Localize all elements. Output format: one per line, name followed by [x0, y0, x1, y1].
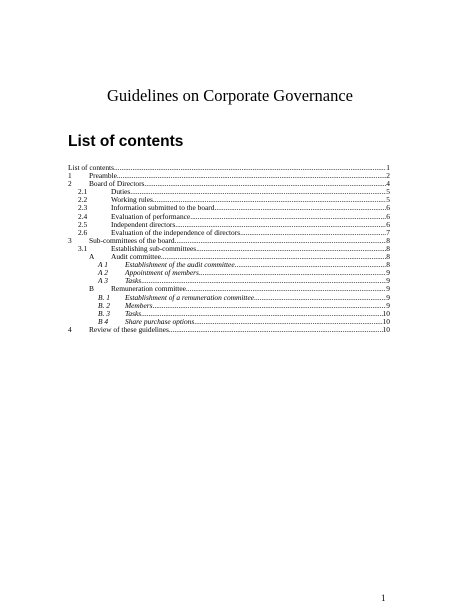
toc-heading: List of contents: [68, 133, 184, 150]
toc-entry-page: 8: [386, 260, 390, 270]
toc-entry-page: 2: [386, 171, 390, 181]
toc-dot-leader: [175, 237, 387, 245]
toc-entry-page: 4: [386, 179, 390, 189]
toc-entry-number: 3: [68, 235, 72, 245]
toc-entry-number: 2.1: [78, 187, 88, 197]
toc-entry-label: Audit committee: [111, 252, 161, 262]
toc-entry-page: 10: [382, 324, 390, 334]
toc-entry-label: Establishing sub-committees: [111, 243, 197, 253]
toc-entry-page: 6: [386, 219, 390, 229]
toc-entry-page: 10: [382, 316, 390, 326]
toc-entry-number: B 4: [98, 316, 109, 326]
toc-entry-number: 4: [68, 324, 72, 334]
toc-entry-number: 2.3: [78, 203, 88, 213]
toc-entry-establishment-audit-committee[interactable]: [68, 261, 390, 269]
toc-entry-number: A: [89, 252, 95, 262]
document-title: Guidelines on Corporate Governance: [106, 86, 354, 105]
toc-entry-review-of-guidelines[interactable]: [68, 326, 390, 334]
toc-entry-page: 9: [386, 292, 390, 302]
toc-entry-number: A 3: [98, 276, 108, 286]
toc-entry-page: 6: [386, 211, 390, 221]
toc-entry-page: 6: [386, 203, 390, 213]
toc-entry-label: Working rules: [111, 195, 153, 205]
toc-entry-label: Evaluation of the independence of directors: [111, 227, 241, 237]
toc-entry-label: Members: [125, 300, 153, 310]
toc-entry-page: 8: [386, 252, 390, 262]
toc-entry-label: Remuneration committee: [111, 284, 186, 294]
toc-dot-leader: [144, 180, 386, 188]
toc-dot-leader: [114, 164, 386, 172]
toc-entry-number: 1: [68, 171, 72, 181]
toc-entry-members[interactable]: [68, 302, 390, 310]
toc-entry-label: List of contents: [68, 163, 114, 172]
toc-entry-page: 8: [386, 235, 390, 245]
toc-entry-page: 9: [386, 268, 390, 278]
toc-entry-label: Appointment of members: [125, 268, 199, 278]
toc-entry-page: 7: [386, 227, 390, 237]
toc-entry-label: Establishment of the audit committee.: [125, 260, 237, 270]
toc-entry-page: 5: [386, 195, 390, 205]
toc-entry-number: 2.2: [78, 195, 88, 205]
table-of-contents: [68, 164, 390, 334]
toc-dot-leader: [236, 261, 386, 269]
toc-entry-establishment-remuneration-committee[interactable]: [68, 294, 390, 302]
toc-dot-leader: [214, 204, 386, 212]
toc-entry-number: 2: [68, 179, 72, 189]
toc-entry-label: Sub-committees of the board: [89, 235, 175, 245]
toc-entry-page: 5: [386, 187, 390, 197]
toc-entry-label: Independent directors: [111, 219, 176, 229]
toc-dot-leader: [130, 188, 386, 196]
toc-entry-page: 8: [386, 243, 390, 253]
toc-dot-leader: [240, 229, 386, 237]
toc-dot-leader: [196, 245, 386, 253]
toc-entry-number: 3.1: [78, 243, 88, 253]
toc-dot-leader: [169, 326, 383, 334]
toc-entry-number: 2.6: [78, 227, 88, 237]
toc-entry-number: A 2: [98, 268, 108, 278]
toc-entry-label: Tasks: [125, 308, 142, 318]
toc-entry-label: Information submitted to the board: [111, 203, 215, 213]
toc-entry-number: B. 3: [98, 308, 110, 318]
toc-entry-page: 9: [386, 276, 390, 286]
toc-entry-label: Board of Directors: [89, 179, 145, 189]
toc-entry-page: 1: [386, 163, 390, 172]
toc-entry-number: B. 1: [98, 292, 110, 302]
toc-entry-label: Preamble: [89, 171, 117, 181]
toc-entry-label: Duties: [111, 187, 131, 197]
toc-dot-leader: [194, 318, 382, 326]
toc-entry-remuneration-tasks[interactable]: [68, 310, 390, 318]
toc-entry-label: Review of these guidelines: [89, 324, 169, 334]
toc-entry-label: Share purchase options: [125, 316, 195, 326]
toc-dot-leader: [117, 172, 386, 180]
page-number: 1: [381, 593, 386, 603]
toc-entry-number: B: [89, 284, 94, 294]
toc-entry-page: 9: [386, 284, 390, 294]
toc-entry-number: 2.5: [78, 219, 88, 229]
toc-dot-leader: [190, 213, 386, 221]
toc-entry-label: Evaluation of performance: [111, 211, 191, 221]
toc-entry-page: 10: [382, 308, 390, 318]
toc-entry-number: A 1: [98, 260, 108, 270]
toc-entry-number: B. 2: [98, 300, 110, 310]
toc-entry-page: 9: [386, 300, 390, 310]
toc-dot-leader: [199, 269, 386, 277]
toc-dot-leader: [153, 302, 387, 310]
toc-entry-appointment-of-members[interactable]: [68, 269, 390, 277]
toc-entry-label: Establishment of a remuneration committee: [125, 292, 255, 302]
toc-entry-number: 2.4: [78, 211, 88, 221]
toc-entry-label: Tasks: [125, 276, 142, 286]
toc-dot-leader: [254, 294, 386, 302]
